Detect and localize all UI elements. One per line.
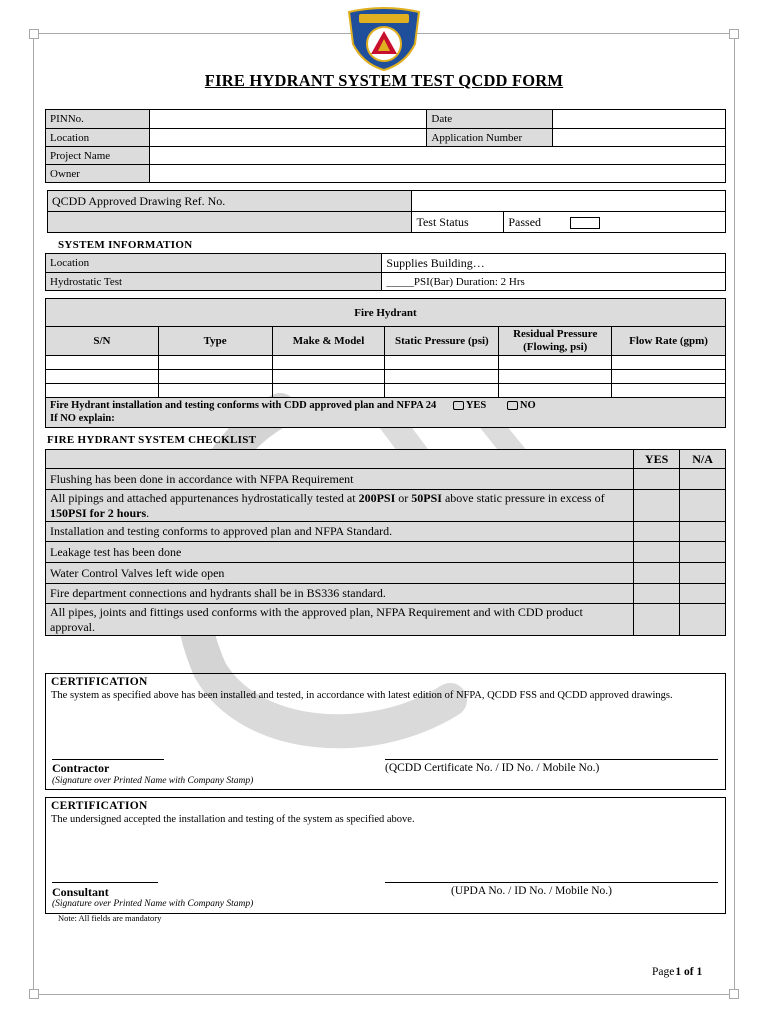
certification-heading: CERTIFICATION bbox=[51, 800, 148, 812]
conformance-cell bbox=[46, 398, 726, 428]
certification-text: The system as specified above has been installed and tested, in accordance with latest edition of NFPA, QCDD FSS and QCDD approved drawings. bbox=[51, 690, 673, 701]
checklist-yes-cell[interactable] bbox=[634, 563, 680, 584]
location-label: Location bbox=[46, 129, 150, 147]
hydrant-cell[interactable] bbox=[612, 384, 726, 398]
checklist-yes-cell[interactable] bbox=[634, 522, 680, 542]
drawing-ref-label: QCDD Approved Drawing Ref. No. bbox=[48, 191, 412, 212]
hydrant-cell[interactable] bbox=[158, 356, 272, 370]
col-sn: S/N bbox=[46, 327, 159, 356]
hydrant-cell[interactable] bbox=[158, 370, 272, 384]
checklist-na-cell[interactable] bbox=[680, 604, 726, 636]
hydrant-cell[interactable] bbox=[272, 370, 385, 384]
hydrant-cell[interactable] bbox=[499, 370, 612, 384]
system-info-table bbox=[45, 253, 726, 291]
certification-heading: CERTIFICATION bbox=[51, 676, 148, 688]
fire-hydrant-table bbox=[45, 298, 726, 428]
test-status-cell bbox=[504, 212, 726, 233]
date-label: Date bbox=[427, 110, 553, 129]
test-status-value: Passed bbox=[508, 214, 542, 229]
table-row bbox=[46, 563, 726, 584]
page-title: FIRE HYDRANT SYSTEM TEST QCDD FORM bbox=[204, 71, 564, 90]
checklist-yes-header: YES bbox=[634, 450, 680, 469]
test-status-label: Test Status bbox=[412, 212, 504, 233]
application-number-field[interactable] bbox=[553, 129, 726, 147]
col-type: Type bbox=[158, 327, 272, 356]
checklist-na-cell[interactable] bbox=[680, 563, 726, 584]
hydrant-cell[interactable] bbox=[158, 384, 272, 398]
table-row bbox=[46, 490, 726, 522]
system-info-heading: SYSTEM INFORMATION bbox=[58, 239, 193, 251]
checklist-na-cell[interactable] bbox=[680, 542, 726, 563]
checklist-heading: FIRE HYDRANT SYSTEM CHECKLIST bbox=[47, 434, 257, 446]
table-row bbox=[46, 604, 726, 636]
checklist-header-blank bbox=[46, 450, 634, 469]
owner-label: Owner bbox=[46, 165, 150, 183]
checklist-item: All pipes, joints and fittings used conforms with the approved plan, NFPA Requirement and with CDD product approval. bbox=[46, 604, 634, 636]
qcdd-logo-icon bbox=[345, 6, 423, 72]
no-label: NO bbox=[519, 400, 536, 411]
consultant-certification bbox=[45, 797, 726, 914]
consultant-label: Consultant bbox=[52, 885, 109, 899]
checklist-na-cell[interactable] bbox=[680, 522, 726, 542]
hydrant-header-row bbox=[46, 327, 726, 356]
mandatory-note: Note: All fields are mandatory bbox=[58, 913, 162, 923]
hydrant-cell[interactable] bbox=[612, 356, 726, 370]
hydrant-cell[interactable] bbox=[499, 356, 612, 370]
hydrant-cell[interactable] bbox=[46, 370, 159, 384]
system-location-label: Location bbox=[46, 254, 382, 273]
col-flow-rate: Flow Rate (gpm) bbox=[612, 327, 726, 356]
conformance-text: Fire Hydrant installation and testing conforms with CDD approved plan and NFPA 24 bbox=[50, 400, 437, 411]
table-row bbox=[46, 370, 726, 384]
checklist-yes-cell[interactable] bbox=[634, 604, 680, 636]
table-row bbox=[46, 522, 726, 542]
owner-field[interactable] bbox=[149, 165, 725, 183]
page-value: 1 of 1 bbox=[675, 966, 703, 978]
test-status-checkbox[interactable] bbox=[570, 217, 600, 229]
drawing-ref-blank bbox=[48, 212, 412, 233]
fire-hydrant-title: Fire Hydrant bbox=[46, 299, 726, 327]
contractor-id-line[interactable] bbox=[385, 759, 718, 760]
checklist-yes-cell[interactable] bbox=[634, 584, 680, 604]
checklist-item: Water Control Valves left wide open bbox=[46, 563, 634, 584]
explain-label: If NO explain: bbox=[50, 413, 115, 424]
checklist-yes-cell[interactable] bbox=[634, 469, 680, 490]
checklist-item: Flushing has been done in accordance with NFPA Requirement bbox=[46, 469, 634, 490]
page-prefix: Page bbox=[652, 966, 675, 978]
contractor-signature-line[interactable] bbox=[52, 759, 164, 760]
hydrostatic-test-label: Hydrostatic Test bbox=[46, 273, 382, 291]
table-row bbox=[46, 384, 726, 398]
hydrant-cell[interactable] bbox=[46, 384, 159, 398]
yes-label: YES bbox=[465, 400, 487, 411]
consultant-id-label: (UPDA No. / ID No. / Mobile No.) bbox=[451, 885, 612, 897]
hydrant-cell[interactable] bbox=[272, 384, 385, 398]
checklist-yes-cell[interactable] bbox=[634, 490, 680, 522]
application-number-label: Application Number bbox=[427, 129, 553, 147]
frame-corner bbox=[29, 29, 39, 39]
contractor-label: Contractor bbox=[52, 761, 110, 775]
hydrant-cell[interactable] bbox=[612, 370, 726, 384]
drawing-table bbox=[47, 190, 726, 233]
consultant-signature-line[interactable] bbox=[52, 882, 158, 883]
table-row bbox=[46, 356, 726, 370]
checklist-na-cell[interactable] bbox=[680, 490, 726, 522]
checklist-item: Fire department connections and hydrants shall be in BS336 standard. bbox=[46, 584, 634, 604]
hydrostatic-test-value[interactable]: _____PSI(Bar) Duration: 2 Hrs bbox=[382, 273, 726, 291]
frame-corner bbox=[729, 989, 739, 999]
checklist-table bbox=[45, 449, 726, 636]
col-static-pressure: Static Pressure (psi) bbox=[385, 327, 499, 356]
page-number bbox=[652, 966, 702, 978]
project-name-field[interactable] bbox=[149, 147, 725, 165]
certification-text: The undersigned accepted the installation and testing of the system as specified above. bbox=[51, 814, 415, 825]
pin-field[interactable] bbox=[149, 110, 426, 129]
table-row bbox=[46, 584, 726, 604]
frame-corner bbox=[729, 29, 739, 39]
yes-checkbox[interactable] bbox=[453, 401, 464, 410]
no-checkbox[interactable] bbox=[507, 401, 518, 410]
col-make-model: Make & Model bbox=[272, 327, 385, 356]
location-field[interactable] bbox=[149, 129, 426, 147]
conformance-yes[interactable] bbox=[453, 400, 486, 411]
col-residual-pressure: Residual Pressure (Flowing, psi) bbox=[499, 327, 612, 356]
info-table bbox=[45, 109, 726, 183]
consultant-signature-note: (Signature over Printed Name with Company Stamp) bbox=[52, 899, 254, 909]
project-name-label: Project Name bbox=[46, 147, 150, 165]
system-location-value[interactable]: Supplies Building… bbox=[382, 254, 726, 273]
consultant-id-line[interactable] bbox=[385, 882, 718, 883]
hydrant-cell[interactable] bbox=[272, 356, 385, 370]
hydrant-cell[interactable] bbox=[46, 356, 159, 370]
checklist-item: Installation and testing conforms to approved plan and NFPA Standard. bbox=[46, 522, 634, 542]
contractor-id-label: (QCDD Certificate No. / ID No. / Mobile No.) bbox=[385, 762, 600, 774]
frame-corner bbox=[29, 989, 39, 999]
checklist-na-cell[interactable] bbox=[680, 584, 726, 604]
table-row bbox=[46, 469, 726, 490]
contractor-signature-note: (Signature over Printed Name with Company Stamp) bbox=[52, 776, 254, 786]
checklist-yes-cell[interactable] bbox=[634, 542, 680, 563]
checklist-item: Leakage test has been done bbox=[46, 542, 634, 563]
hydrant-cell[interactable] bbox=[499, 384, 612, 398]
contractor-certification bbox=[45, 673, 726, 790]
pin-label: PINNo. bbox=[46, 110, 150, 129]
conformance-no[interactable] bbox=[507, 400, 536, 411]
hydrant-cell[interactable] bbox=[385, 356, 499, 370]
checklist-item: All pipings and attached appurtenances hydrostatically tested at 200PSI or 50PSI above static pressure in excess of 150PSI for 2 hours. bbox=[46, 490, 634, 522]
hydrant-cell[interactable] bbox=[385, 384, 499, 398]
checklist-na-cell[interactable] bbox=[680, 469, 726, 490]
date-field[interactable] bbox=[553, 110, 726, 129]
table-row bbox=[46, 542, 726, 563]
checklist-na-header: N/A bbox=[680, 450, 726, 469]
hydrant-cell[interactable] bbox=[385, 370, 499, 384]
drawing-ref-field[interactable] bbox=[412, 191, 726, 212]
